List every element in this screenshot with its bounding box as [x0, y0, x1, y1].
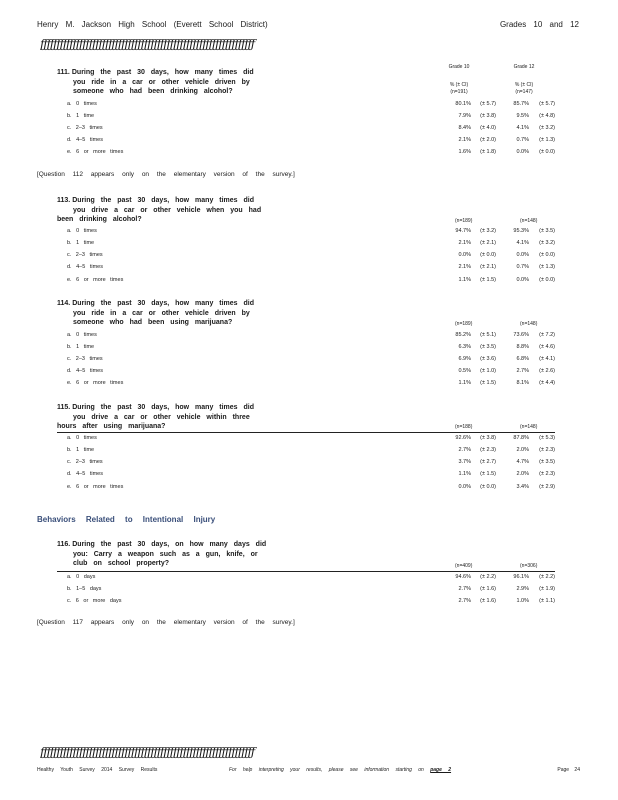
grade10-ci: (± 1.8): [480, 149, 496, 155]
grade10-percent: 6.9%: [458, 356, 471, 362]
table-row: [67, 344, 555, 356]
answer-label: d. 4–5 times: [67, 471, 103, 477]
table-row: [67, 125, 555, 137]
question-line: During the past 30 days, how many times did: [71, 69, 254, 76]
grade10-percent: 80.1%: [455, 101, 471, 107]
grade12-percent: 8.8%: [516, 344, 529, 350]
grade12-percent: 2.0%: [516, 447, 529, 453]
grade10-percent: 0.0%: [458, 484, 471, 490]
table-row: [67, 332, 555, 344]
question-line: someone who had been using marijuana?: [73, 319, 233, 326]
grade10-ci: (± 1.5): [480, 471, 496, 477]
footer-divider: ƒƒƒƒƒƒƒƒƒƒƒƒƒƒƒƒƒƒƒƒƒƒƒƒƒƒƒƒƒƒƒƒƒƒƒƒƒƒƒƒƒƒƒƒƒƒƒƒƒƒƒƒƒƒƒƒƒƒƒƒƒƒƒƒƒƒ: [40, 745, 254, 759]
grade10-percent: 92.6%: [455, 435, 471, 441]
grade12-n: (n=306): [520, 563, 538, 569]
grade12-ci: (± 4.1): [539, 356, 555, 362]
grade12-ci: (± 1.3): [539, 264, 555, 270]
grade12-ci: (± 4.4): [539, 380, 555, 386]
answer-label: a. 0 days: [67, 574, 96, 580]
grade10-n: (n=189): [455, 321, 473, 327]
grade12-percent: 2.9%: [516, 586, 529, 592]
grade10-percent: 6.3%: [458, 344, 471, 350]
answer-label: c. 2–3 times: [67, 356, 103, 362]
question-line: someone who had been drinking alcohol?: [73, 88, 233, 95]
page-footer: [37, 767, 582, 777]
grade12-ci: (± 3.2): [539, 125, 555, 131]
grade12-percent: 0.7%: [516, 264, 529, 270]
grade12-percent-ci-label: % (± CI): [514, 82, 534, 88]
grade12-n: (n=148): [520, 321, 538, 327]
table-row: [67, 459, 555, 471]
table-row: [67, 228, 555, 240]
question-line: you drive a car or other vehicle within three: [73, 413, 250, 421]
grade12-n: (n=148): [520, 218, 538, 224]
grade12-ci: (± 2.2): [539, 574, 555, 580]
grade10-ci: (± 3.8): [480, 435, 496, 441]
table-row: [67, 574, 555, 586]
grade10-percent: 1.6%: [458, 149, 471, 155]
question-114: [57, 299, 254, 328]
grade10-ci: (± 3.6): [480, 356, 496, 362]
grade10-ci: (± 2.2): [480, 574, 496, 580]
table-row: [67, 240, 555, 252]
grade10-ci: (± 2.3): [480, 447, 496, 453]
answer-label: b. 1 time: [67, 113, 95, 119]
question-line: During the past 30 days, how many times did: [72, 404, 255, 411]
grade12-label: Grade 12: [513, 64, 535, 70]
grade10-percent: 2.1%: [458, 137, 471, 143]
question-number: 111.: [57, 69, 70, 76]
grade10-ci: (± 1.0): [480, 368, 496, 374]
answer-label: a. 0 times: [67, 332, 97, 338]
answer-label: c. 2–3 times: [67, 459, 103, 465]
grade12-percent: 2.7%: [516, 368, 529, 374]
grade10-ci: (± 3.2): [480, 228, 496, 234]
grade10-label: Grade 10: [448, 64, 470, 70]
table-row: [67, 264, 555, 276]
grade12-percent: 6.8%: [516, 356, 529, 362]
grade10-percent: 2.1%: [458, 264, 471, 270]
question-number: 114.: [57, 300, 71, 307]
answer-label: c. 2–3 times: [67, 252, 103, 258]
grade12-ci: (± 4.8): [539, 113, 555, 119]
grade12-percent: 95.3%: [513, 228, 529, 234]
table-row: [67, 435, 555, 447]
grade12-percent: 96.1%: [513, 574, 529, 580]
grade12-ci: (± 2.3): [539, 471, 555, 477]
question-divider: [57, 571, 555, 572]
answer-label: b. 1 time: [67, 240, 95, 246]
answer-label: c. 2–3 times: [67, 125, 103, 131]
grade12-ci: (± 4.6): [539, 344, 555, 350]
answer-label: d. 4–5 times: [67, 137, 103, 143]
page-2-link[interactable]: page 2: [430, 767, 452, 773]
table-row: [67, 484, 555, 496]
page-number: Page 24: [557, 767, 580, 773]
grade12-ci: (± 1.9): [539, 586, 555, 592]
grade10-percent: 7.9%: [458, 113, 471, 119]
question-line: During the past 30 days, on how many days did: [72, 541, 267, 548]
question-divider: [57, 432, 555, 433]
grade12-percent: 9.5%: [516, 113, 529, 119]
table-row: [67, 252, 555, 264]
grade12-ci: (± 3.5): [539, 228, 555, 234]
grade10-percent: 0.5%: [458, 368, 471, 374]
question-number: 115.: [57, 404, 71, 411]
grade12-ci: (± 0.0): [539, 277, 555, 283]
grades-label: Grades 10 and 12: [499, 20, 579, 29]
table-row: [67, 101, 555, 113]
question-113: [57, 196, 261, 225]
grade12-percent: 2.0%: [516, 471, 529, 477]
answer-label: d. 4–5 times: [67, 264, 103, 270]
grade12-ci: (± 3.2): [539, 240, 555, 246]
table-row: [67, 598, 555, 610]
grade10-ci: (± 1.6): [480, 598, 496, 604]
page-header: [37, 20, 587, 34]
grade12-percent: 4.1%: [516, 240, 529, 246]
grade12-n: (n=148): [520, 424, 538, 430]
grade12-ci: (± 2.3): [539, 447, 555, 453]
question-111: [57, 68, 254, 97]
grade10-ci: (± 1.5): [480, 277, 496, 283]
question-line: you drive a car or other vehicle when you had: [73, 206, 262, 214]
question-line: hours after using marijuana?: [57, 423, 166, 430]
grade10-n: (n=189): [455, 218, 473, 224]
grade12-percent: 0.0%: [516, 277, 529, 283]
grade12-percent: 0.7%: [516, 137, 529, 143]
grade12-ci: (± 3.5): [539, 459, 555, 465]
grade10-percent: 1.1%: [458, 380, 471, 386]
grade12-percent: 87.8%: [513, 435, 529, 441]
grade12-ci: (± 1.1): [539, 598, 555, 604]
question-line: you ride in a car or other vehicle driven by: [73, 78, 250, 86]
question-number: 113.: [57, 197, 71, 204]
grade12-percent: 3.4%: [516, 484, 529, 490]
grade10-ci: (± 2.1): [480, 264, 496, 270]
grade10-percent: 0.0%: [458, 252, 471, 258]
grade10-ci: (± 2.1): [480, 240, 496, 246]
grade10-ci: (± 5.7): [480, 101, 496, 107]
question-line: you ride in a car or other vehicle driven by: [73, 309, 250, 317]
section-title: Behaviors Related to Intentional Injury: [37, 515, 216, 524]
answer-label: e. 6 or more times: [67, 484, 124, 490]
table-row: [67, 447, 555, 459]
grade12-ci: (± 0.0): [539, 252, 555, 258]
note-question-117: [Question 117 appears only on the elementary version of the survey.]: [37, 619, 295, 626]
question-line: club on school property?: [73, 560, 170, 567]
grade10-ci: (± 2.7): [480, 459, 496, 465]
grade10-ci: (± 1.5): [480, 380, 496, 386]
answer-label: b. 1 time: [67, 344, 95, 350]
grade12-percent: 0.0%: [516, 149, 529, 155]
answer-label: e. 6 or more times: [67, 149, 124, 155]
grade10-percent: 94.6%: [455, 574, 471, 580]
grade10-ci: (± 1.6): [480, 586, 496, 592]
grade10-ci: (± 3.5): [480, 344, 496, 350]
grade12-ci: (± 7.2): [539, 332, 555, 338]
answer-label: a. 0 times: [67, 101, 97, 107]
answer-label: a. 0 times: [67, 435, 97, 441]
question-116: [57, 540, 266, 569]
table-row: [67, 380, 555, 392]
grade12-column-header: [502, 64, 546, 71]
grade12-percent: 4.1%: [516, 125, 529, 131]
note-question-112: [Question 112 appears only on the elementary version of the survey.]: [37, 171, 295, 178]
table-row: [67, 471, 555, 483]
grade10-subheader: [437, 82, 481, 96]
grade12-percent: 73.6%: [513, 332, 529, 338]
grade10-percent: 2.7%: [458, 447, 471, 453]
grade10-column-header: [437, 64, 481, 71]
question-line: been drinking alcohol?: [57, 216, 142, 223]
table-row: [67, 113, 555, 125]
grade10-percent: 1.1%: [458, 277, 471, 283]
grade10-percent: 94.7%: [455, 228, 471, 234]
grade10-n: (n=409): [455, 563, 473, 569]
table-row: [67, 368, 555, 380]
table-row: [67, 137, 555, 149]
question-number: 116.: [57, 541, 71, 548]
question-115: [57, 403, 254, 432]
grade10-percent: 3.7%: [458, 459, 471, 465]
school-name: Henry M. Jackson High School (Everett School District): [37, 20, 268, 29]
answer-label: e. 6 or more times: [67, 380, 124, 386]
table-row: [67, 356, 555, 368]
footer-help-prefix: For help interpreting your results, please see information starting on: [229, 767, 424, 773]
grade12-percent: 1.0%: [516, 598, 529, 604]
grade12-percent: 8.1%: [516, 380, 529, 386]
question-line: you: Carry a weapon such as a gun, knife, or: [73, 550, 258, 558]
grade10-percent: 2.7%: [458, 598, 471, 604]
grade12-ci: (± 5.7): [539, 101, 555, 107]
grade10-ci: (± 5.1): [480, 332, 496, 338]
grade12-subheader: [502, 82, 546, 96]
answer-label: b. 1–5 days: [67, 586, 102, 592]
grade10-ci: (± 2.0): [480, 137, 496, 143]
answer-label: a. 0 times: [67, 228, 97, 234]
answer-label: b. 1 time: [67, 447, 95, 453]
grade12-percent: 85.7%: [513, 101, 529, 107]
table-row: [67, 277, 555, 289]
grade10-percent: 8.4%: [458, 125, 471, 131]
grade10-ci: (± 3.8): [480, 113, 496, 119]
grade12-ci: (± 0.0): [539, 149, 555, 155]
answer-label: d. 4–5 times: [67, 368, 103, 374]
grade10-ci: (± 0.0): [480, 484, 496, 490]
answer-label: c. 6 or more days: [67, 598, 122, 604]
grade10-percent: 2.1%: [458, 240, 471, 246]
grade10-percent: 85.2%: [455, 332, 471, 338]
grade10-percent-ci-label: % (± CI): [449, 82, 469, 88]
table-row: [67, 586, 555, 598]
grade12-ci: (± 5.3): [539, 435, 555, 441]
grade10-percent: 2.7%: [458, 586, 471, 592]
answer-label: e. 6 or more times: [67, 277, 124, 283]
grade12-n: (n=147): [515, 89, 533, 95]
grade10-n: (n=188): [455, 424, 473, 430]
grade10-ci: (± 0.0): [480, 252, 496, 258]
header-divider: ƒƒƒƒƒƒƒƒƒƒƒƒƒƒƒƒƒƒƒƒƒƒƒƒƒƒƒƒƒƒƒƒƒƒƒƒƒƒƒƒƒƒƒƒƒƒƒƒƒƒƒƒƒƒƒƒƒƒƒƒƒƒƒƒƒƒ: [40, 37, 254, 51]
footer-report-title: Healthy Youth Survey 2014 Survey Results: [37, 767, 158, 773]
grade12-percent: 4.7%: [516, 459, 529, 465]
grade12-percent: 0.0%: [516, 252, 529, 258]
grade10-percent: 1.1%: [458, 471, 471, 477]
question-line: During the past 30 days, how many times did: [72, 300, 255, 307]
grade10-ci: (± 4.0): [480, 125, 496, 131]
grade10-n: (n=191): [450, 89, 468, 95]
table-row: [67, 149, 555, 161]
grade12-ci: (± 2.6): [539, 368, 555, 374]
grade12-ci: (± 2.9): [539, 484, 555, 490]
grade12-ci: (± 1.3): [539, 137, 555, 143]
question-line: During the past 30 days, how many times did: [72, 197, 255, 204]
footer-help-text: [229, 767, 451, 773]
